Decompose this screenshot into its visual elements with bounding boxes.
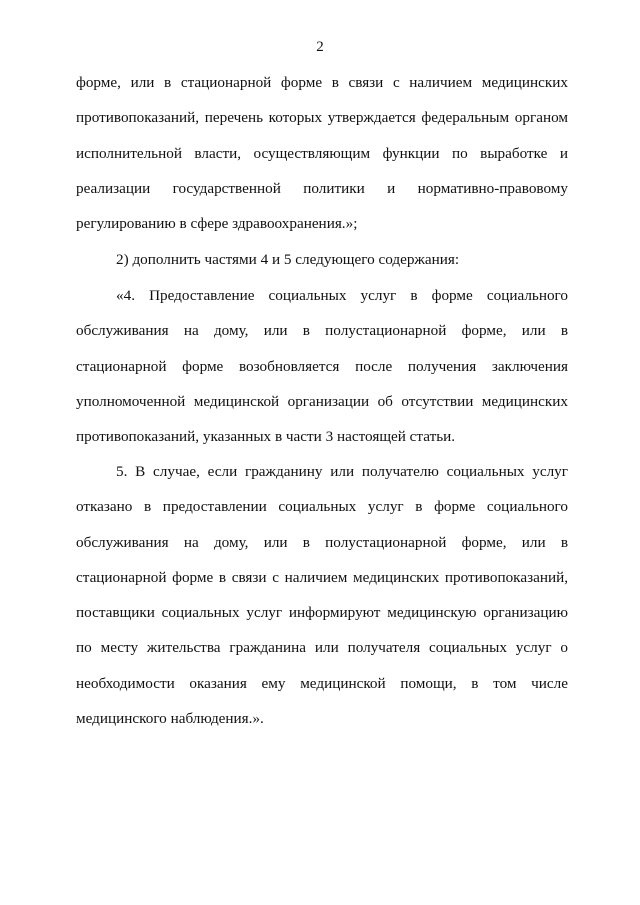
text-line: 5. В случае, если гражданину или получателю социальных услуг (116, 463, 568, 480)
text-line: стационарной форме в связи с наличием медицинских противопоказаний, (76, 568, 568, 586)
text-line: уполномоченной медицинской организации об отсутствии медицинских (76, 392, 568, 410)
text-line: противопоказаний, перечень которых утверждается федеральным органом (76, 109, 568, 127)
page-number: 2 (316, 39, 324, 55)
text-line: обслуживания на дому, или в полустационарной форме, или в (76, 322, 568, 340)
text-line: необходимости оказания ему медицинской помощи, в том числе (76, 674, 568, 692)
text-line: исполнительной власти, осуществляющим функции по выработке и (76, 144, 568, 162)
text-line: обслуживания на дому, или в полустационарной форме, или в (76, 533, 568, 551)
text-line: «4. Предоставление социальных услуг в форме социального (116, 287, 568, 304)
text-line: регулированию в сфере здравоохранения.»; (76, 215, 358, 233)
paragraph-3 (76, 286, 568, 462)
text-line: отказано в предоставлении социальных услуг в форме социального (76, 498, 568, 516)
paragraph-2 (76, 250, 568, 285)
text-line: противопоказаний, указанных в части 3 настоящей статьи. (76, 428, 456, 446)
text-line: поставщики социальных услуг информируют медицинскую организацию (76, 604, 568, 622)
text-line: 2) дополнить частями 4 и 5 следующего содержания: (116, 251, 460, 268)
text-line: по месту жительства гражданина или получателя социальных услуг о (76, 639, 568, 657)
text-line: стационарной форме возобновляется после получения заключения (76, 357, 568, 375)
paragraph-1 (76, 73, 568, 249)
text-line: реализации государственной политики и нормативно-правовому (76, 179, 568, 197)
text-line: медицинского наблюдения.». (76, 710, 264, 728)
text-line: форме, или в стационарной форме в связи с наличием медицинских (76, 74, 568, 91)
paragraph-4 (76, 462, 568, 744)
